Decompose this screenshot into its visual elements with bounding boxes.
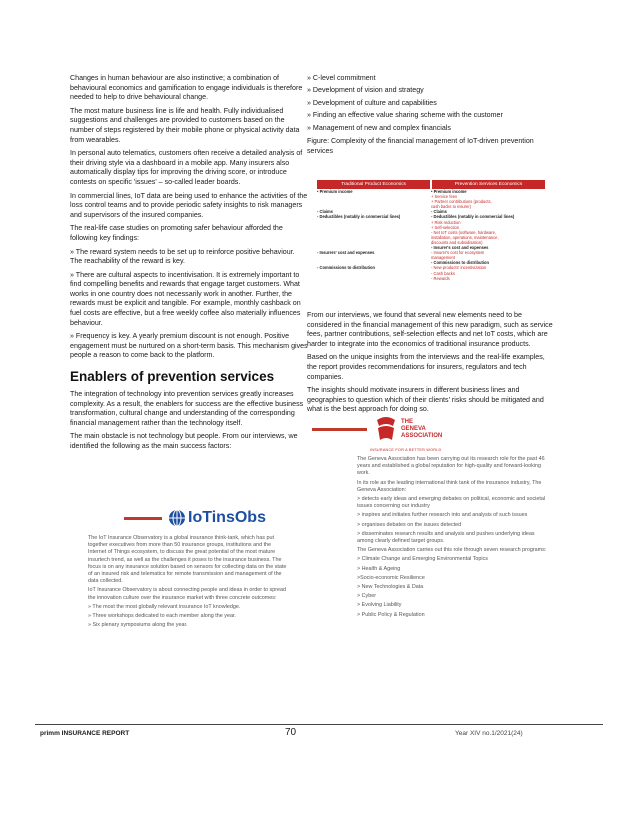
table-cell: - Claims — [317, 209, 333, 215]
prevention-column — [431, 189, 545, 281]
paragraph: The insights should motivate insurers in different business lines and geographies to question which of their clients' risks should be mitigated and what is the best approach for doing so. — [307, 386, 544, 414]
right-column — [307, 74, 553, 156]
paragraph: The most mature business line is life and health. Fully individualised suggestions and challenges are provided to customers based on the number of steps registered by their mobile phone or physical activity data from wearables. — [70, 106, 300, 144]
table-cell: - Commissions to distribution — [431, 260, 489, 266]
paragraph: The integration of technology into prevention services greatly increases complexity. As a result, the enablers for success are the effective business transformation, cultural change and understanding of the corresponding financial management rather than the technology itself. — [70, 390, 304, 427]
table-cell: - Cash backs — [431, 270, 455, 276]
paragraph: IoT Insurance Observatory is about connecting people and ideas in order to spread the innovation culture over the insurance market with three concrete outcomes: — [88, 587, 286, 601]
iot-logo — [88, 505, 302, 531]
globe-icon — [168, 509, 186, 527]
table-header: Traditional Product Economics — [317, 180, 430, 189]
table-cell: • Premium income — [317, 189, 353, 194]
paragraph: The real-life case studies on promoting safer behaviour afforded the following key findings: — [70, 224, 283, 242]
iot-observatory-box — [70, 505, 302, 675]
section-heading: Enablers of prevention services — [70, 369, 275, 385]
success-factor-bullet: » Development of vision and strategy — [307, 86, 424, 95]
paragraph: From our interviews, we found that several new elements need to be considered in the financial management of this new paradigm, such as service fees, partner contributions, self-selection effects and net IoT costs, which are harder to integrate into the economics of traditional insurance products. — [307, 311, 553, 348]
success-factor-bullet: » Development of culture and capabilities — [307, 98, 437, 107]
footer-divider — [35, 724, 603, 725]
paragraph: Based on the unique insights from the interviews and the real-life examples, the report provides recommendations for insurers, regulators and tech companies. — [307, 353, 545, 381]
program-item: > New Technologies & Data — [357, 584, 424, 591]
paragraph: In its role as the leading international think tank of the insurance industry, The Geneva Association: — [357, 479, 542, 493]
table-cell: - Net IoT costs (software, hardware, — [431, 229, 496, 235]
logo-line: GENEVA — [401, 425, 426, 432]
table-cell: - New products' incentivization — [431, 265, 487, 271]
paragraph: » Three workshops dedicated to each member along the year. — [88, 613, 236, 620]
table-cell: + Partner contributions (products, — [431, 199, 492, 205]
success-factor-bullet: » C-level commitment — [307, 74, 376, 82]
table-cell: + Service fees — [431, 194, 458, 200]
red-bar — [312, 428, 367, 431]
paragraph: » Six plenary symposiums along the year. — [88, 622, 188, 629]
logo-line: THE — [401, 418, 413, 425]
geneva-logo-text — [401, 419, 442, 440]
table-cell: - Insurer's cost for ecosystem — [431, 250, 485, 256]
table-cell: installation, operations, maintenance, — [431, 234, 499, 240]
table-cell: cash backs to insurer) — [431, 204, 472, 210]
table-cell: • Premium income — [431, 189, 467, 194]
geneva-association-box — [312, 410, 552, 680]
program-item: > Evolving Liability — [357, 602, 402, 609]
table-cell: + Risk reduction — [431, 219, 461, 225]
figure-caption: Figure: Complexity of the financial management of IoT-driven prevention services — [307, 137, 534, 155]
paragraph: > disseminates research results and analysis and pushes underlying ideas among clearly defined target groups. — [357, 530, 535, 545]
program-item: > Health & Ageing — [357, 565, 401, 572]
iot-logo-text: IoTinsObs — [188, 509, 266, 526]
table-cell: - Insurer's cost and expenses — [431, 245, 489, 251]
geneva-logo-icon — [375, 416, 397, 442]
paragraph: > detects early ideas and emerging debates on political, economic and societal issues concerning our industry — [357, 496, 546, 510]
paragraph: The Geneva Association carries out this role through seven research programs: — [357, 547, 547, 554]
success-factor-bullet: » Management of new and complex financials — [307, 123, 451, 132]
paragraph: » The most the most globally relevant insurance IoT knowledge. — [88, 603, 241, 610]
program-item: > Cyber — [357, 593, 377, 600]
paragraph: The IoT Insurance Observatory is a global insurance think-tank, which has put together executives from more than 50 insurance groups, institutions and the Internet of Things ecosystem, to discuss the great potential of the most mature insurtech trend, as well as the challenges it poses to the insurance business. The focus is on any insurance solution based on sensors for collecting data on the state of an insured risk and telematics for remote transmission and management of the data collected. — [88, 535, 287, 585]
footer-brand: primm INSURANCE REPORT — [40, 730, 130, 737]
tagline: INSURANCE FOR A BETTER WORLD — [370, 448, 442, 452]
paragraph: In personal auto telematics, customers often receive a detailed analysis of their driving style via a dashboard in a mobile app. Many insurers also automatically display tips for improving the driving score, or introduce contests on specific 'issues' – so-called leader boards. — [70, 149, 303, 186]
bullet-paragraph: » The reward system needs to be set up to reinforce positive behaviour. The reachability of the reward is key. — [70, 247, 295, 266]
logo-line: ASSOCIATION — [401, 432, 443, 439]
page-number: 70 — [285, 727, 297, 738]
paragraph: The main obstacle is not technology but people. From our interviews, we identified the following as the main success factors: — [70, 432, 298, 450]
paragraph: > inspires and initiates further research into and analysis of such issues — [357, 512, 528, 519]
table-cell: - Commissions to distribution — [317, 265, 375, 271]
table-cell: - Claims — [431, 209, 447, 215]
program-item: > Public Policy & Regulation — [357, 611, 425, 618]
table-cell: + Self-selection — [431, 224, 460, 230]
table-cell: discounts and subsidisation) — [431, 239, 483, 245]
paragraph: The Geneva Association has been carrying out its research role for the past 46 years and established a global reputation for high-quality and forward-looking work. — [357, 456, 545, 477]
bullet-paragraph: » There are cultural aspects to incentivisation. It is extremely important to find compelling benefits and rewards that engage target customers. What works in one country does not necessarily work in another. Further, the rewards must be explicit and tangible. For example, monthly cashback on fuel costs are effective, but a free weekly coffee also materially influences behaviour. — [70, 270, 301, 327]
program-item: > Climate Change and Emerging Environmental Topics — [357, 556, 488, 563]
table-cell: - Deductibles (notably in commercial lines) — [317, 214, 401, 220]
bullet-paragraph: » Frequency is key. A yearly premium discount is not enough. Positive engagement must be nurtured on a short-term basis. This mechanism gives people a reason to come back to the platform. — [70, 332, 308, 360]
table-header: Prevention Services Economics — [432, 180, 545, 189]
success-factor-bullet: » Finding an effective value sharing scheme with the customer — [307, 111, 503, 120]
table-cell: management — [431, 255, 455, 261]
financial-management-figure — [307, 180, 553, 300]
left-column — [70, 74, 308, 456]
issue-label: Year XIV no.1/2021(24) — [455, 730, 523, 737]
paragraph: Changes in human behaviour are also instinctive; a combination of behavioural economics and gamification to engage individuals is therefore needed to help to drive behavioural change. — [70, 74, 303, 102]
paragraph: > organises debates on the issues detected — [357, 521, 462, 528]
table-cell: - Deductibles (notably in commercial lines) — [431, 214, 515, 220]
program-item: >Socio-economic Resilience — [357, 574, 425, 581]
table-cell: - Insurers' cost and expenses — [317, 250, 375, 256]
table-cell: - Rewards — [431, 275, 450, 281]
paragraph: In commercial lines, IoT data are being used to enhance the activities of the loss control teams and to provide periodic safety insights to risk managers and supervisors of the insured companies. — [70, 191, 308, 219]
red-bar — [124, 517, 162, 520]
traditional-column — [317, 189, 431, 281]
right-column-body — [307, 311, 553, 419]
